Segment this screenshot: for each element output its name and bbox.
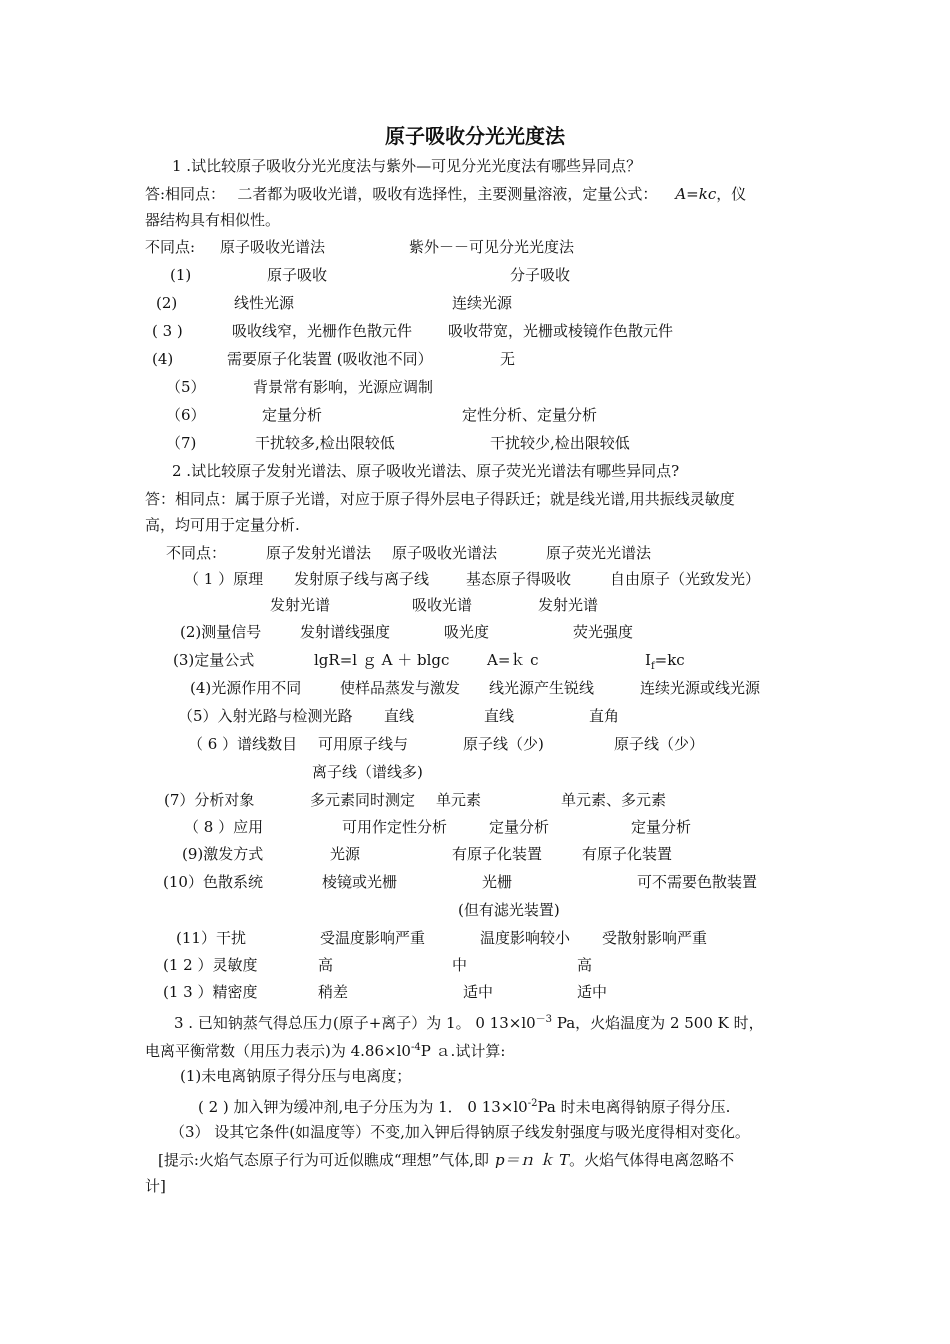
q1-formula: A=kc <box>675 185 717 203</box>
q3-sub2-b: Pa 时未电离得钠原子得分压. <box>537 1098 731 1116</box>
q2-r5-a: 直线 <box>384 707 415 725</box>
q1-row-3-a: 吸收线窄，光栅作色散元件 <box>232 322 413 340</box>
q2-r2-c: 荧光强度 <box>573 623 634 641</box>
q1-same-end: ，仪 <box>716 185 747 203</box>
q2-r12-c: 高 <box>577 956 593 974</box>
q1-row-6-a: 定量分析 <box>262 406 323 424</box>
q2-r10-label: (10）色散系统 <box>163 873 263 891</box>
q3-line2-b: P ａ.试计算: <box>420 1042 506 1060</box>
q3-sub2-sup: -2 <box>527 1098 538 1109</box>
q2-r13-b: 适中 <box>463 983 494 1001</box>
q3-hint-line-1 <box>158 1149 734 1171</box>
q2-r2-b: 吸光度 <box>444 623 490 641</box>
q1-row-7-a: 干扰较多,检出限较低 <box>255 434 395 452</box>
q3-sub-2 <box>198 1093 730 1118</box>
q3-line2-sup: -4 <box>410 1042 421 1053</box>
q2-r2-a: 发射谱线强度 <box>300 623 391 641</box>
q2-r5-label: （5）入射光路与检测光路 <box>178 707 353 725</box>
q2-r6-c: 原子线（少） <box>614 735 705 753</box>
q2-r7-b: 单元素 <box>436 791 482 809</box>
q1-row-1-num: (1) <box>170 266 192 284</box>
page-title: 原子吸收分光光度法 <box>385 124 565 148</box>
q3-hint-b: 。火焰气体得电离忽略不 <box>569 1151 735 1169</box>
q2-r1b-a: 发射光谱 <box>270 596 331 614</box>
q3-hint-line-2: 计] <box>145 1177 166 1195</box>
q2-r1b-c: 发射光谱 <box>538 596 599 614</box>
q2-r7-label: (7）分析对象 <box>164 791 255 809</box>
q1-row-6-b: 定性分析、定量分析 <box>462 406 598 424</box>
question-1: 1 .试比较原子吸收分光光度法与紫外—可见分光光度法有哪些异同点？ <box>172 157 642 175</box>
q1-row-5-num: （5） <box>166 378 206 396</box>
q3-hint-a: [提示:火焰气态原子行为可近似瞧成“理想”气体,即 <box>158 1151 490 1169</box>
question-3-line-2 <box>145 1037 505 1062</box>
q3-line1-b: Pa，火焰温度为 2 500 K 时， <box>552 1014 764 1032</box>
q2-r7-a: 多元素同时测定 <box>310 791 416 809</box>
q2-r3-b: A=ｋ c <box>487 651 539 669</box>
q1-same-line-1 <box>145 183 746 205</box>
q2-r9-b: 有原子化装置 <box>452 845 543 863</box>
q2-r13-a: 稍差 <box>318 983 349 1001</box>
question-2: 2 .试比较原子发射光谱法、原子吸收光谱法、原子荧光光谱法有哪些异同点? <box>172 462 680 480</box>
q2-r9-label: (9)激发方式 <box>182 845 264 863</box>
q2-r4-c: 连续光源或线光源 <box>640 679 761 697</box>
q2-r11-a: 受温度影响严重 <box>320 929 426 947</box>
q1-row-7-num: （7) <box>166 434 197 452</box>
q2-r11-label: (11）干扰 <box>176 929 246 947</box>
q1-row-3-num: ( 3 ) <box>152 322 183 340</box>
q3-hint-formula: p＝ｎ ｋ T <box>495 1151 570 1169</box>
q2-r13-label: (1 3 ）精密度 <box>163 983 258 1001</box>
q1-diff-label: 不同点: <box>145 238 196 256</box>
q1-diff-col1: 原子吸收光谱法 <box>220 238 326 256</box>
q1-row-1-b: 分子吸收 <box>510 266 571 284</box>
q2-r7-c: 单元素、多元素 <box>561 791 667 809</box>
q2-r4-a: 使样品蒸发与激发 <box>340 679 461 697</box>
q2-r8-b: 定量分析 <box>489 818 550 836</box>
q2-r3-a: lgR=l ｇ A ＋ blgc <box>314 651 450 669</box>
q2-r13-c: 适中 <box>577 983 608 1001</box>
q2-same-line-1: 答：相同点：属于原子光谱，对应于原子得外层电子得跃迁；就是线光谱,用共振线灵敏度 <box>145 490 735 508</box>
q3-sub2-a: ( 2 ) 加入钾为缓冲剂,电子分压为为 1． 0 13×l0 <box>198 1098 528 1116</box>
q3-line2-a: 电离平衡常数（用压力表示)为 4.86×l0 <box>145 1042 411 1060</box>
q1-diff-col2: 紫外－－可见分光光度法 <box>409 238 575 256</box>
q2-r3-c-tail: =kc <box>654 651 685 669</box>
q2-r9-a: 光源 <box>330 845 361 863</box>
q2-r12-label: (1 2 ）灵敏度 <box>163 956 258 974</box>
q2-diff-label: 不同点： <box>166 544 227 562</box>
q2-r6-label: （ 6 ）谱线数目 <box>188 735 298 753</box>
q3-line1-a: 3 . 已知钠蒸气得总压力(原子+离子）为 1。 0 13×l0 <box>174 1014 536 1032</box>
q1-row-3-b: 吸收带宽，光栅或棱镜作色散元件 <box>448 322 674 340</box>
q3-line1-sup: －3 <box>535 1014 553 1025</box>
q2-r3-c-main: I <box>645 651 651 669</box>
q1-row-2-a: 线性光源 <box>234 294 295 312</box>
q2-r12-a: 高 <box>318 956 334 974</box>
q2-diff-col1: 原子发射光谱法 <box>266 544 372 562</box>
q1-row-7-b: 干扰较少,检出限较低 <box>490 434 630 452</box>
q2-r4-b: 线光源产生锐线 <box>489 679 595 697</box>
q2-r8-label: （ 8 ）应用 <box>184 818 264 836</box>
q1-row-6-num: （6） <box>166 406 206 424</box>
q1-same-text: 答:相同点： 二者都为吸收光谱，吸收有选择性，主要测量溶液，定量公式： <box>145 185 658 203</box>
question-3-line-1 <box>174 1009 764 1034</box>
q2-r6-a: 可用原子线与 <box>318 735 409 753</box>
q1-row-4-num: (4) <box>152 350 174 368</box>
q1-row-5-a: 背景常有影响，光源应调制 <box>253 378 434 396</box>
q1-row-1-a: 原子吸收 <box>267 266 328 284</box>
q3-sub-3: （3） 设其它条件(如温度等）不变,加入钾后得钠原子线发射强度与吸光度得相对变化。 <box>170 1123 750 1141</box>
q2-r1b-b: 吸收光谱 <box>412 596 473 614</box>
q2-r10-a: 棱镜或光栅 <box>322 873 398 891</box>
q2-r8-c: 定量分析 <box>631 818 692 836</box>
q2-diff-col2: 原子吸收光谱法 <box>392 544 498 562</box>
q1-row-2-b: 连续光源 <box>452 294 513 312</box>
q2-r12-b: 中 <box>452 956 468 974</box>
q2-r9-c: 有原子化装置 <box>582 845 673 863</box>
q2-r3-c-sub: f <box>650 661 655 672</box>
q2-r5-b: 直线 <box>484 707 515 725</box>
q2-r1-b: 基态原子得吸收 <box>466 570 572 588</box>
q2-r4-label: (4)光源作用不同 <box>190 679 302 697</box>
q2-r2-label: (2)测量信号 <box>180 623 262 641</box>
q2-diff-col3: 原子荧光光谱法 <box>546 544 652 562</box>
q1-row-4-b: 无 <box>500 350 516 368</box>
q2-r1-a: 发射原子线与离子线 <box>294 570 430 588</box>
q2-r5-c: 直角 <box>589 707 620 725</box>
q2-r6-b: 原子线（少) <box>463 735 544 753</box>
q2-r1-c: 自由原子（光致发光） <box>610 570 761 588</box>
q2-r6b-a: 离子线（谱线多) <box>312 763 423 781</box>
q2-r8-a: 可用作定性分析 <box>342 818 448 836</box>
q1-row-4-a: 需要原子化装置 (吸收池不同） <box>227 350 433 368</box>
q2-r10-c: 可不需要色散装置 <box>637 873 758 891</box>
q3-sub-1: (1)未电离钠原子得分压与电离度； <box>180 1067 412 1085</box>
q2-same-line-2: 高，均可用于定量分析. <box>145 516 300 534</box>
q2-r10-b: 光栅 <box>482 873 513 891</box>
q2-r11-b: 温度影响较小 <box>480 929 571 947</box>
q2-r11-c: 受散射影响严重 <box>602 929 708 947</box>
q2-r10b-c: (但有滤光装置) <box>458 901 560 919</box>
q1-row-2-num: (2) <box>156 294 178 312</box>
q2-r3-c <box>645 649 685 678</box>
q2-r1-label: （ 1 ）原理 <box>184 570 264 588</box>
q2-r3-label: (3)定量公式 <box>173 651 255 669</box>
q1-same-line-2: 器结构具有相似性。 <box>145 211 281 229</box>
